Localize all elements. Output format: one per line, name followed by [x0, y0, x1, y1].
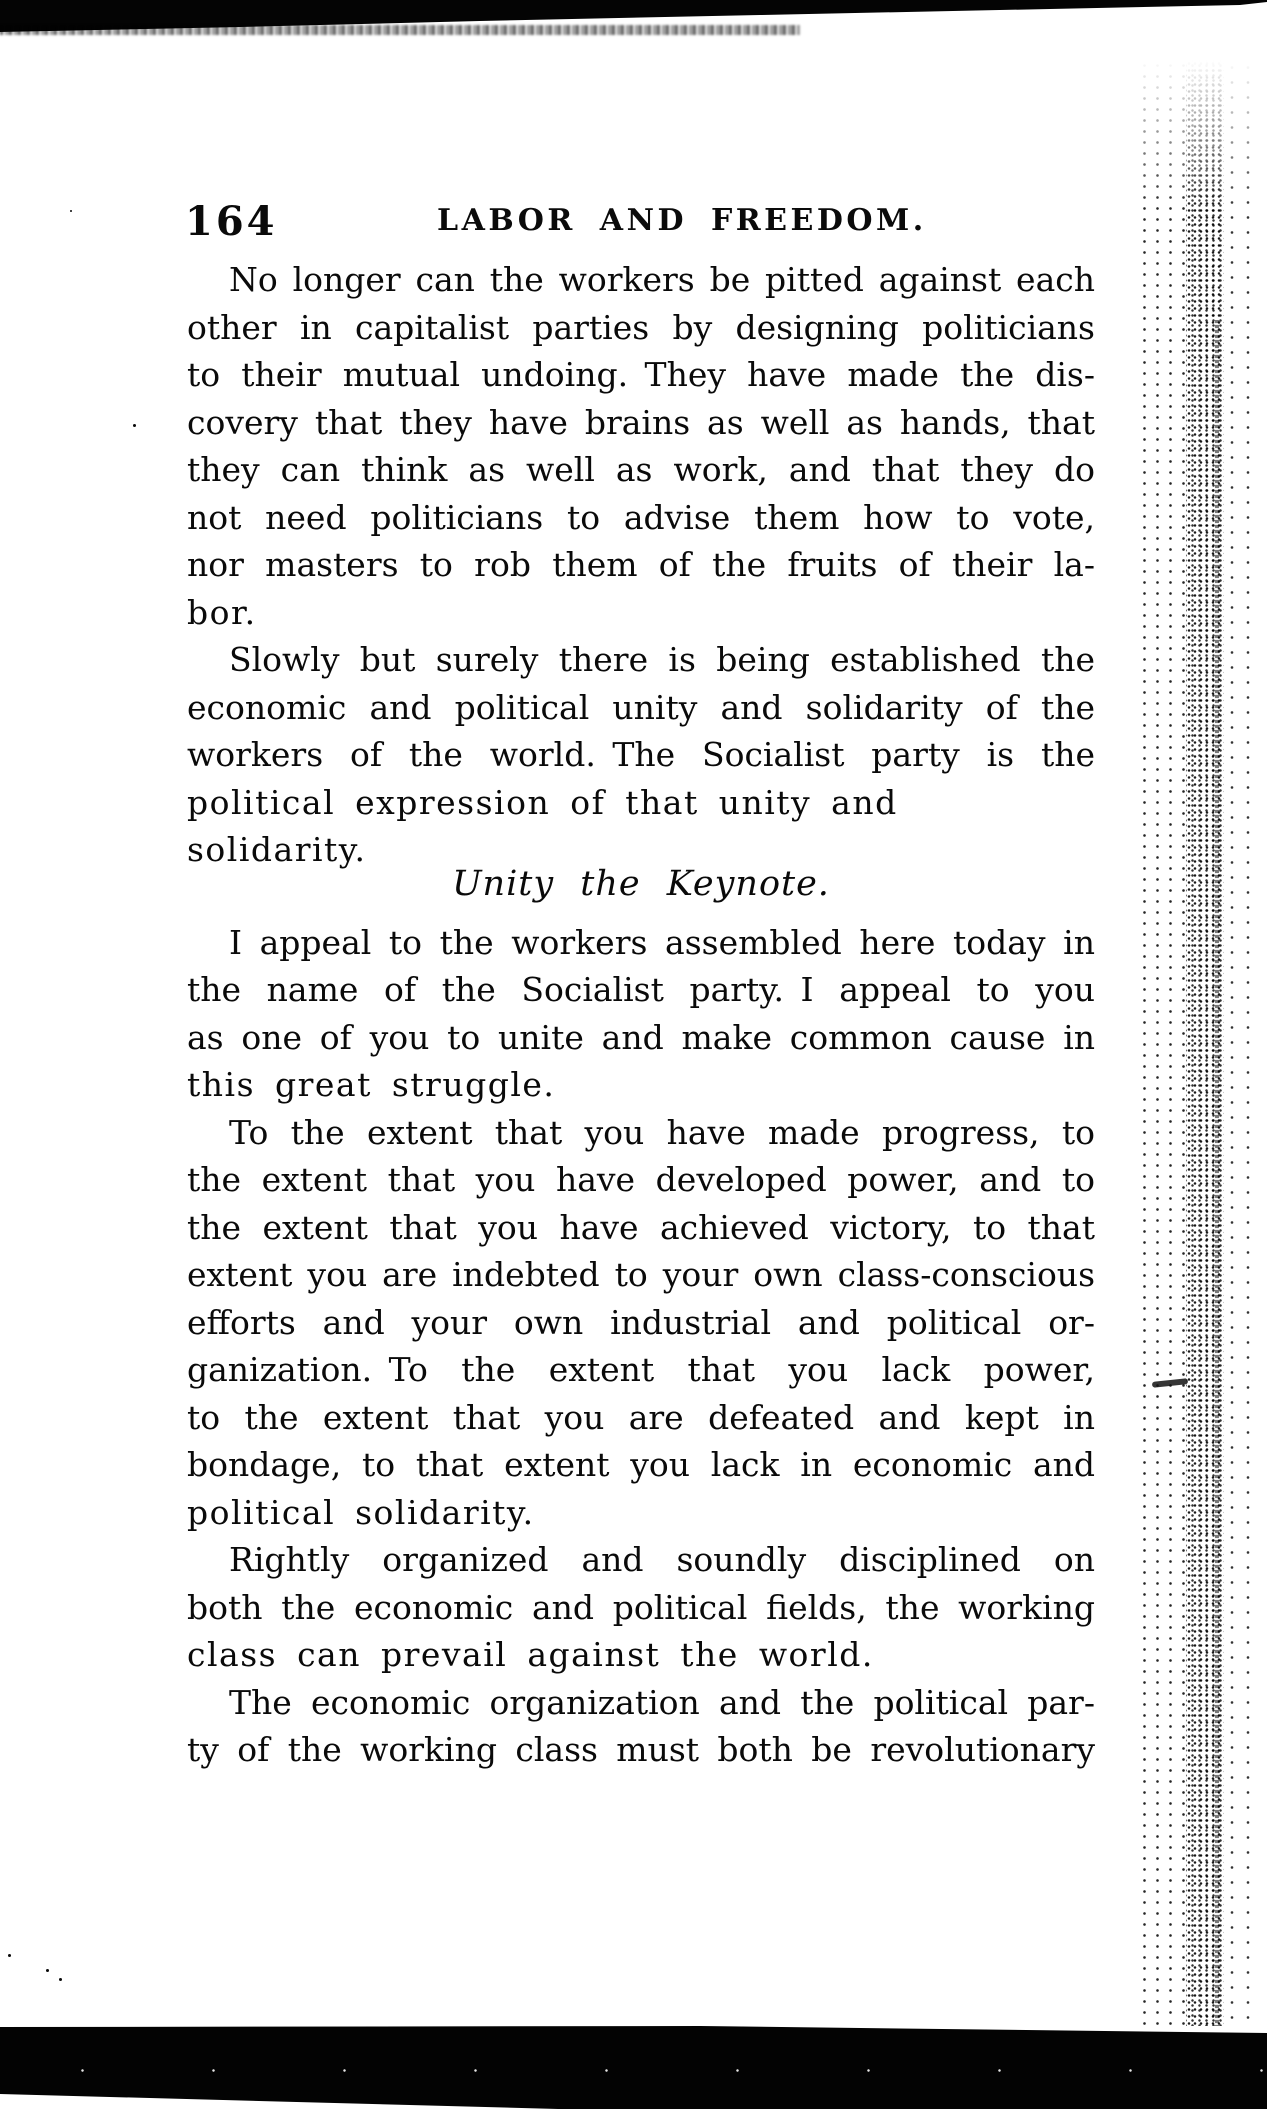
scan-speck — [70, 210, 72, 212]
text-line: Slowly but surely there is being established the — [229, 640, 1095, 679]
text-line: Rightly organized and soundly disciplined on — [229, 1540, 1095, 1579]
text-line: political expression of that unity and solidarity. — [187, 782, 898, 869]
text-line: political solidarity. — [187, 1492, 535, 1532]
page-body-text — [187, 256, 1095, 1774]
text-line: The economic organization and the political par- — [229, 1682, 1095, 1722]
text-line: No longer can the workers be pitted against each — [229, 260, 1095, 299]
text-line: both the economic and political fields, the working — [187, 1587, 1095, 1627]
text-line: to the extent that you are defeated and kept in — [187, 1397, 1095, 1437]
text-line: bor. — [187, 592, 257, 632]
scan-artifact-edge-noise-left — [1138, 60, 1186, 2026]
scan-artifact-edge-noise-right — [1224, 60, 1258, 2026]
text-line: covery that they have brains as well as hands, that — [187, 402, 1095, 442]
scan-speck — [8, 1954, 11, 1957]
text-line: To the extent that you have made progress, to — [229, 1112, 1095, 1152]
text-line: not need politicians to advise them how to vote, — [187, 497, 1095, 537]
text-line: to their mutual undoing. They have made the dis- — [187, 355, 1095, 394]
scan-speck — [133, 424, 136, 427]
section-heading: Unity the Keynote. — [452, 864, 830, 904]
text-line: workers of the world. The Socialist party is the — [187, 735, 1095, 774]
text-line: the extent that you have achieved victory, to that — [187, 1207, 1095, 1247]
text-line: as one of you to unite and make common cause in — [187, 1017, 1095, 1057]
scan-speck — [59, 1978, 62, 1981]
text-line: economic and political unity and solidarity of the — [187, 687, 1095, 727]
text-line: extent you are indebted to your own class-conscious — [187, 1255, 1095, 1294]
scan-artifact-top-fringe — [0, 25, 800, 35]
scan-artifact-edge-line — [1215, 320, 1219, 2026]
text-line: nor masters to rob them of the fruits of their la- — [187, 545, 1095, 584]
text-line: ty of the working class must both be revolutionary — [187, 1730, 1095, 1769]
text-line: other in capitalist parties by designing politicians — [187, 307, 1095, 347]
text-line: they can think as well as work, and that they do — [187, 450, 1095, 489]
scan-speck — [46, 1969, 49, 1972]
text-line: the extent that you have developed power, and to — [187, 1160, 1095, 1199]
page-number: 164 — [185, 198, 278, 245]
text-line: this great struggle. — [187, 1065, 556, 1104]
text-line: the name of the Socialist party. I appeal to you — [187, 970, 1095, 1009]
text-line: I appeal to the workers assembled here today in — [229, 922, 1095, 962]
text-line: ganization. To the extent that you lack power, — [187, 1350, 1095, 1389]
scan-artifact-bottom-bar — [0, 2024, 1267, 2109]
text-line: class can prevail against the world. — [187, 1635, 874, 1674]
running-title: LABOR AND FREEDOM. — [437, 203, 927, 238]
text-line: efforts and your own industrial and political or- — [187, 1302, 1095, 1342]
text-line: bondage, to that extent you lack in economic and — [187, 1445, 1095, 1484]
